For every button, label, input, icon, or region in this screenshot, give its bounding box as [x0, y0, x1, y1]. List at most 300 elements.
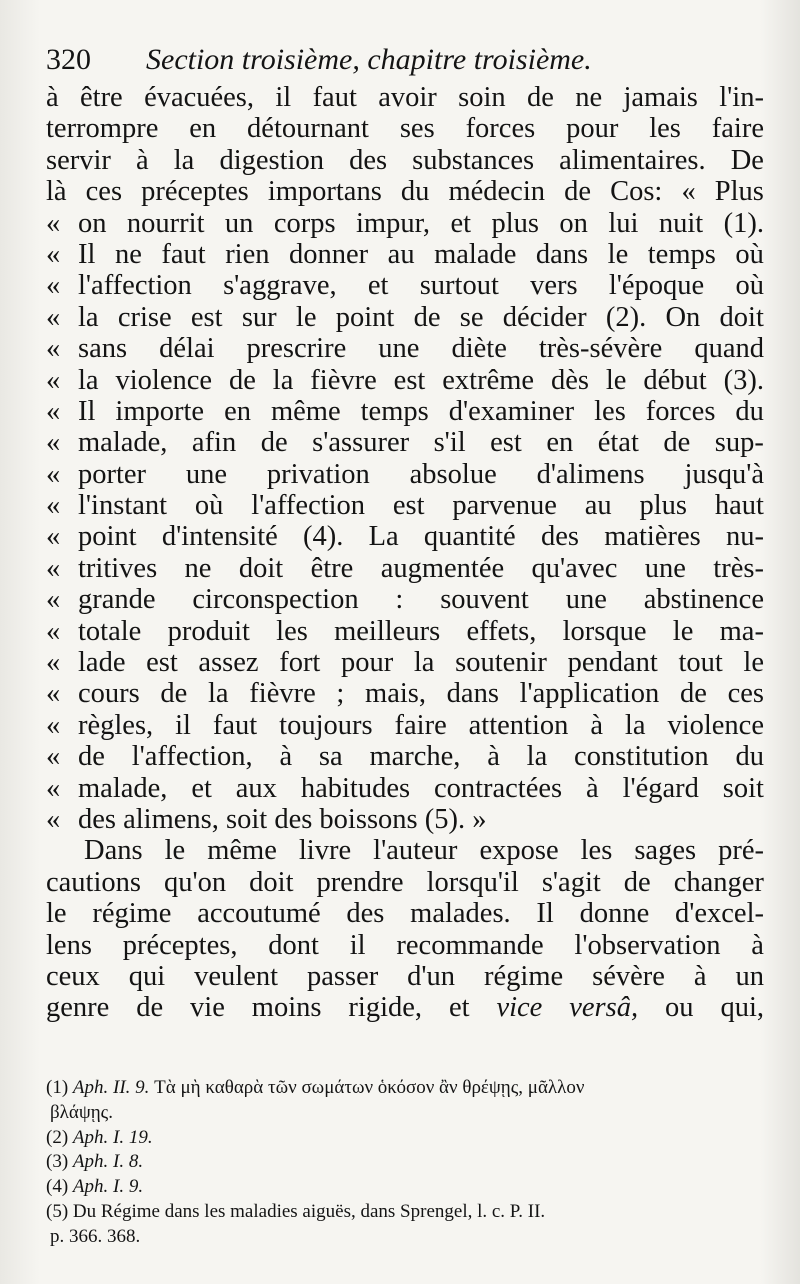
text-line: [46, 930, 764, 961]
footnotes: [46, 1076, 766, 1250]
word: parvenue: [452, 490, 557, 522]
word: le: [743, 647, 764, 679]
word: être: [80, 82, 123, 113]
word: il: [175, 709, 191, 741]
word: à: [46, 82, 59, 113]
word: faut: [312, 82, 357, 113]
word: cours: [78, 678, 140, 710]
footnote-reference: Aph. I. 9.: [72, 1176, 144, 1198]
word: est: [392, 490, 425, 522]
word: en: [224, 395, 251, 427]
word: souvent: [440, 584, 529, 616]
word: une: [644, 552, 686, 584]
word: jamais: [623, 82, 698, 113]
word: l'affection: [251, 490, 366, 522]
word: avoir: [378, 82, 437, 113]
quote-mark: «: [46, 427, 61, 459]
word: qui: [128, 960, 166, 992]
word: décider: [502, 301, 587, 333]
word: est: [146, 647, 178, 679]
word: à: [487, 741, 500, 773]
word: versâ,: [569, 992, 639, 1024]
word: l'application: [519, 678, 660, 710]
word: pour: [566, 113, 619, 145]
text-line: [46, 710, 764, 741]
quote-mark: «: [46, 647, 61, 679]
word: malade,: [78, 427, 168, 459]
quote-mark: «: [46, 552, 61, 584]
word: et: [191, 772, 212, 804]
word: régime: [92, 898, 172, 930]
word: doit: [249, 866, 294, 898]
word: l'époque: [608, 270, 705, 302]
word: la: [173, 144, 195, 176]
word: donner: [289, 238, 369, 270]
footnote-number: (4): [46, 1176, 73, 1198]
footnote-number: (3): [46, 1151, 73, 1173]
word: faire: [711, 113, 764, 145]
word: importans: [267, 176, 382, 208]
word: Il: [78, 395, 96, 427]
word: à: [751, 929, 764, 961]
word: quantité: [423, 521, 516, 553]
word: l'instant: [78, 490, 168, 522]
word: du: [735, 741, 764, 773]
word: marche,: [369, 741, 461, 773]
word: jusqu'à: [684, 458, 764, 490]
word: On: [665, 301, 701, 333]
body-text: [46, 82, 764, 1024]
word: aux: [235, 772, 277, 804]
word: rigide,: [348, 992, 423, 1024]
text-line: [46, 804, 764, 835]
word: abstinence: [643, 584, 764, 616]
text-line: [46, 427, 764, 458]
word: l'in-: [719, 82, 764, 113]
text-line: [46, 365, 764, 396]
word: d'intensité: [161, 521, 278, 553]
word: substances: [412, 144, 535, 176]
word: la: [272, 364, 294, 396]
word: ces: [85, 176, 123, 208]
word: attention: [468, 709, 569, 741]
word: fièvre: [249, 678, 316, 710]
text-line: [46, 584, 764, 615]
word: l'égard: [622, 772, 699, 804]
word: digestion: [219, 144, 324, 176]
word: le: [605, 364, 627, 396]
word: malade: [434, 238, 517, 270]
line-text: des alimens, soit des boissons (5). »: [78, 803, 487, 835]
word: très-sévère: [538, 333, 663, 365]
word: régime: [484, 960, 564, 992]
word: évacuées,: [144, 82, 255, 113]
word: sages: [634, 835, 697, 867]
word: l'affection: [78, 270, 192, 302]
word: vers: [530, 270, 578, 302]
quote-mark: «: [46, 490, 61, 522]
word: se: [459, 301, 484, 333]
word: faut: [161, 238, 206, 270]
quote-mark: «: [46, 521, 61, 553]
quote-mark: «: [46, 395, 61, 427]
footnote-text: Du Régime dans les maladies aiguës, dans Sprengel, l. c. P. II.: [72, 1200, 546, 1222]
text-line: [46, 333, 764, 364]
word: dès: [550, 364, 589, 396]
word: Dans: [84, 835, 143, 867]
word: fièvre: [310, 364, 377, 396]
quote-mark: «: [46, 772, 61, 804]
word: recommande: [396, 929, 544, 961]
word: du: [735, 395, 764, 427]
word: est: [190, 301, 223, 333]
text-line: [46, 145, 764, 176]
word: (4).: [303, 521, 344, 553]
text-line: [46, 773, 764, 804]
word: à: [136, 144, 149, 176]
word: et: [450, 207, 472, 239]
footnote: [46, 1101, 766, 1126]
footnote: [46, 1076, 766, 1101]
word: privation: [266, 458, 370, 490]
word: règles,: [78, 709, 154, 741]
word: de: [78, 741, 105, 773]
word: le: [46, 898, 67, 930]
word: mais,: [365, 678, 426, 710]
word: à: [279, 741, 293, 773]
text-line: [46, 490, 764, 521]
word: ceux: [46, 960, 100, 992]
text-line: [46, 835, 764, 866]
text-line: [46, 270, 764, 301]
word: porter: [78, 458, 147, 490]
word: violence: [667, 709, 764, 741]
word: l'affection,: [131, 741, 253, 773]
word: qu'on: [164, 866, 227, 898]
text-line: [46, 647, 764, 678]
word: afin: [191, 427, 237, 459]
word: les: [594, 395, 626, 427]
word: début: [643, 364, 707, 396]
word: un: [224, 207, 254, 239]
word: constitution: [574, 741, 709, 773]
word: corps: [273, 207, 336, 239]
word: alimentaires.: [559, 144, 706, 176]
word: sa: [318, 741, 343, 773]
word: «: [681, 176, 696, 208]
footnote-number: (2): [46, 1126, 73, 1148]
word: tritives: [78, 552, 158, 584]
word: La: [368, 521, 399, 553]
footnote-number: (5): [46, 1200, 73, 1222]
word: (2).: [605, 301, 647, 333]
word: Cos:: [610, 176, 663, 208]
word: faut: [212, 709, 258, 741]
text-line: [46, 396, 764, 427]
word: de: [679, 678, 707, 710]
footnote: [46, 1200, 766, 1225]
word: dans: [535, 238, 589, 270]
quote-mark: «: [46, 333, 61, 365]
word: absolue: [409, 458, 497, 490]
word: livre: [298, 835, 352, 867]
word: veulent: [194, 960, 279, 992]
text-line: [46, 239, 764, 270]
word: sans: [78, 333, 128, 365]
word: ou: [665, 992, 694, 1024]
word: doit: [238, 552, 284, 584]
word: ses: [399, 113, 435, 145]
running-title: Section troisième, chapitre troisième.: [146, 43, 592, 76]
word: le: [164, 835, 186, 867]
word: est: [490, 427, 522, 459]
quote-mark: «: [46, 803, 61, 835]
word: changer: [673, 866, 764, 898]
text-line: [46, 867, 764, 898]
word: tout: [678, 647, 723, 679]
word: prescrire: [246, 333, 347, 365]
word: s'il: [433, 427, 466, 459]
word: les: [580, 835, 613, 867]
word: ;: [336, 678, 345, 710]
footnote-reference: Aph. I. 8.: [72, 1151, 144, 1173]
word: effets,: [466, 615, 537, 647]
word: il: [349, 929, 366, 961]
word: ne: [114, 238, 142, 270]
word: de: [623, 866, 651, 898]
word: préceptes: [141, 176, 249, 208]
word: pendant: [567, 647, 658, 679]
word: même: [270, 395, 341, 427]
quote-mark: «: [46, 709, 61, 741]
word: temps: [360, 395, 429, 427]
word: passer: [306, 960, 379, 992]
word: surtout: [419, 270, 499, 302]
word: on: [78, 207, 107, 239]
word: en: [546, 427, 574, 459]
word: augmentée: [380, 552, 505, 584]
word: être: [310, 552, 354, 584]
word: s'agit: [541, 866, 601, 898]
page-number: 320: [46, 43, 91, 76]
footnote: [46, 1225, 766, 1250]
word: point: [335, 301, 395, 333]
text-line: [46, 898, 764, 929]
text-line: [46, 678, 764, 709]
word: l'auteur: [373, 835, 458, 867]
word: de: [260, 427, 288, 459]
word: à: [586, 772, 599, 804]
word: même: [207, 835, 277, 867]
word: plus: [639, 490, 687, 522]
word: s'aggrave,: [223, 270, 337, 302]
word: un: [735, 960, 764, 992]
word: détournant: [247, 113, 369, 145]
word: là: [46, 176, 67, 208]
word: donne: [579, 898, 650, 930]
word: produit: [167, 615, 250, 647]
word: des: [349, 144, 388, 176]
quote-mark: «: [46, 741, 61, 773]
word: lade: [78, 647, 126, 679]
text-line: [46, 992, 764, 1023]
word: ne: [184, 552, 212, 584]
word: au: [387, 238, 415, 270]
word: contractées: [433, 772, 563, 804]
word: forces: [465, 113, 536, 145]
word: il: [275, 82, 292, 113]
word: des: [346, 898, 385, 930]
word: qui,: [720, 992, 764, 1024]
word: lorsqu'il: [426, 866, 519, 898]
word: de: [136, 992, 164, 1024]
text-line: [46, 521, 764, 552]
quote-mark: «: [46, 238, 61, 270]
word: nu-: [725, 521, 764, 553]
word: ne: [575, 82, 603, 113]
word: sur: [241, 301, 277, 333]
word: la: [78, 364, 99, 396]
word: faire: [394, 709, 447, 741]
footnote-text: p. 366. 368.: [50, 1225, 141, 1247]
quote-mark: «: [46, 615, 61, 647]
text-line: [46, 459, 764, 490]
word: dont: [268, 929, 319, 961]
text-line: [46, 741, 764, 772]
footnote: [46, 1126, 766, 1151]
word: toujours: [279, 709, 373, 741]
word: (3).: [723, 364, 764, 396]
word: médecin: [448, 176, 546, 208]
footnote-reference: Aph. II. 9.: [72, 1077, 155, 1098]
word: l'observation: [574, 929, 721, 961]
word: de: [413, 301, 441, 333]
word: état: [597, 427, 639, 459]
word: soutenir: [455, 647, 547, 679]
word: à: [590, 709, 603, 741]
word: servir: [46, 144, 111, 176]
word: d'alimens: [536, 458, 645, 490]
word: une: [565, 584, 607, 616]
word: meilleurs: [334, 615, 441, 647]
word: haut: [714, 490, 764, 522]
word: la: [78, 301, 99, 333]
word: au: [584, 490, 612, 522]
quote-mark: «: [46, 584, 61, 616]
word: des: [540, 521, 579, 553]
word: de: [564, 176, 591, 208]
text-line: [46, 82, 764, 113]
running-header: [46, 40, 766, 80]
word: on: [559, 207, 588, 239]
word: très-: [713, 552, 764, 584]
word: qu'avec: [531, 552, 618, 584]
word: expose: [479, 835, 559, 867]
word: soit: [722, 772, 764, 804]
text-line: [46, 176, 764, 207]
text-line: [46, 113, 764, 144]
word: Il: [78, 238, 96, 270]
word: fort: [279, 647, 321, 679]
word: de: [160, 678, 188, 710]
word: d'examiner: [448, 395, 575, 427]
quote-mark: «: [46, 270, 61, 302]
word: terrompre: [46, 113, 159, 145]
text-line: [46, 961, 764, 992]
text-line: [46, 616, 764, 647]
word: le: [607, 238, 629, 270]
word: lens: [46, 929, 92, 961]
word: et: [367, 270, 389, 302]
word: doit: [719, 301, 764, 333]
quote-mark: «: [46, 301, 61, 333]
word: du: [400, 176, 430, 208]
word: rien: [225, 238, 270, 270]
quote-mark: «: [46, 364, 61, 396]
word: le: [295, 301, 317, 333]
word: préceptes,: [122, 929, 238, 961]
word: plus: [491, 207, 539, 239]
word: importe: [115, 395, 205, 427]
text-line: [46, 302, 764, 333]
word: vice: [496, 992, 543, 1024]
word: en: [189, 113, 217, 145]
word: crise: [117, 301, 172, 333]
word: où: [735, 238, 764, 270]
word: une: [185, 458, 228, 490]
word: quand: [694, 333, 764, 365]
word: où: [735, 270, 764, 302]
word: d'un: [407, 960, 456, 992]
word: :: [395, 584, 404, 616]
word: lui: [608, 207, 639, 239]
word: Plus: [714, 176, 764, 208]
footnote-text: βλάψῃς.: [50, 1101, 113, 1123]
word: de: [663, 427, 691, 459]
word: De: [730, 144, 764, 176]
word: grande: [78, 584, 156, 616]
word: est: [393, 364, 426, 396]
word: délai: [159, 333, 215, 365]
word: la: [624, 709, 646, 741]
word: nourrit: [126, 207, 205, 239]
word: la: [526, 741, 548, 773]
word: ma-: [719, 615, 764, 647]
word: matières: [604, 521, 701, 553]
word: violence: [115, 364, 213, 396]
text-line: [46, 553, 764, 584]
word: d'excel-: [675, 898, 764, 930]
word: malades.: [410, 898, 511, 930]
quote-mark: «: [46, 458, 61, 490]
word: nuit: [658, 207, 704, 239]
word: temps: [647, 238, 716, 270]
footnote-text: Τὰ μὴ καθαρὰ τῶν σωμάτων ὁκόσον ἂν θρέψῃς, μᾶλλον: [154, 1077, 585, 1098]
quote-mark: «: [46, 678, 61, 710]
word: vie: [190, 992, 225, 1024]
footnote: [46, 1150, 766, 1175]
word: moins: [251, 992, 322, 1024]
word: les: [649, 113, 681, 145]
word: habitudes: [300, 772, 411, 804]
word: de: [526, 82, 554, 113]
word: les: [276, 615, 308, 647]
word: extrême: [442, 364, 535, 396]
word: sup-: [714, 427, 764, 459]
word: pour: [341, 647, 394, 679]
word: diète: [451, 333, 507, 365]
word: pré-: [718, 835, 764, 867]
